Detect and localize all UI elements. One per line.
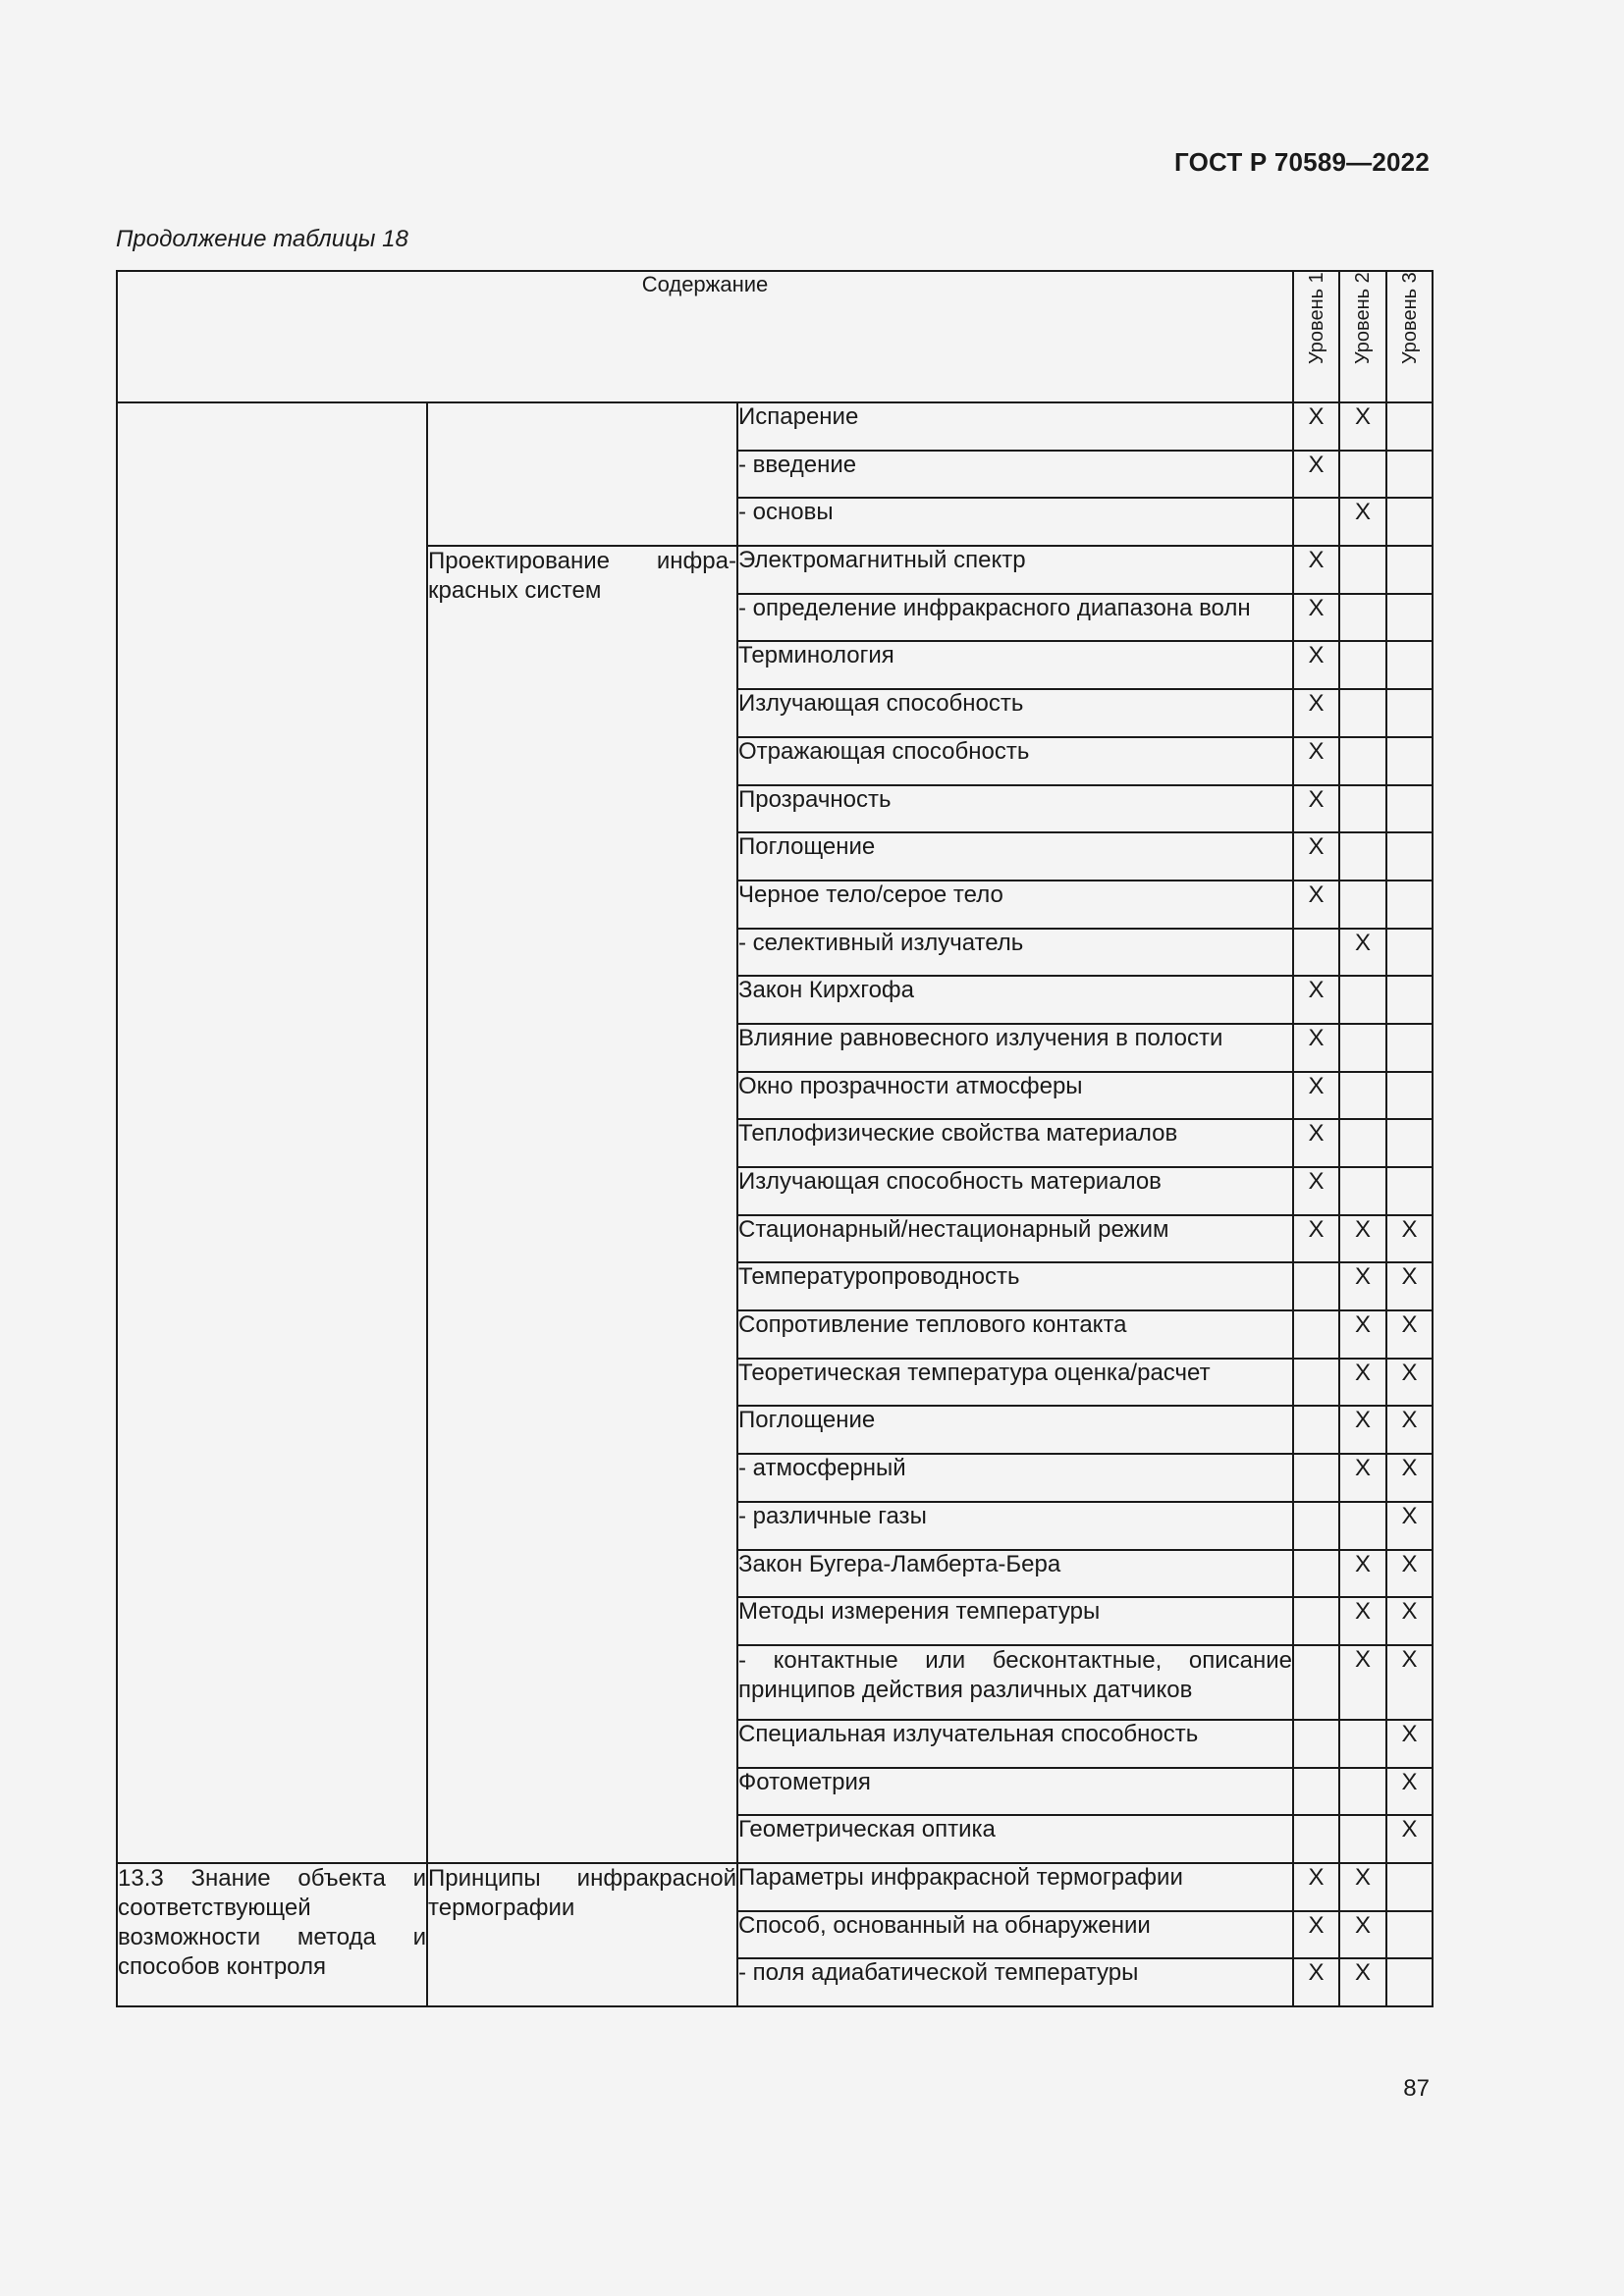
item-text: Прозрачность xyxy=(737,785,1293,833)
level-1-mark: X xyxy=(1293,1119,1339,1167)
level-1-mark: X xyxy=(1293,594,1339,642)
level-2-mark xyxy=(1339,737,1386,785)
level-2-mark: X xyxy=(1339,1215,1386,1263)
item-text: Параметры инфракрасной термографии xyxy=(737,1863,1293,1911)
item-text: - введение xyxy=(737,451,1293,499)
level-1-mark: X xyxy=(1293,785,1339,833)
item-text: Электромагнитный спектр xyxy=(737,546,1293,594)
level-3-mark: X xyxy=(1386,1720,1433,1768)
item-text: - атмосферный xyxy=(737,1454,1293,1502)
level-2-mark xyxy=(1339,785,1386,833)
item-text: Теоретическая температура оценка/расчет xyxy=(737,1359,1293,1407)
level-3-mark xyxy=(1386,1167,1433,1215)
level-1-mark: X xyxy=(1293,881,1339,929)
level-1-mark xyxy=(1293,1768,1339,1816)
section-cell-empty xyxy=(117,402,427,1863)
level-3-mark xyxy=(1386,1072,1433,1120)
level-2-mark xyxy=(1339,546,1386,594)
level-2-mark: X xyxy=(1339,1911,1386,1959)
header-level-3: Уровень 3 xyxy=(1386,271,1433,402)
level-2-mark xyxy=(1339,1768,1386,1816)
item-text: Испарение xyxy=(737,402,1293,451)
level-3-mark xyxy=(1386,737,1433,785)
level-2-mark xyxy=(1339,1167,1386,1215)
level-1-mark xyxy=(1293,929,1339,977)
level-3-mark xyxy=(1386,498,1433,546)
level-1-mark: X xyxy=(1293,689,1339,737)
item-text: Излучающая способность xyxy=(737,689,1293,737)
item-text: Сопротивление теплового контакта xyxy=(737,1310,1293,1359)
level-2-mark xyxy=(1339,641,1386,689)
level-1-mark xyxy=(1293,1310,1339,1359)
level-3-mark: X xyxy=(1386,1310,1433,1359)
level-3-mark: X xyxy=(1386,1550,1433,1598)
item-text: Отражающая способность xyxy=(737,737,1293,785)
level-2-mark xyxy=(1339,1815,1386,1863)
item-text: Поглощение xyxy=(737,832,1293,881)
level-1-mark xyxy=(1293,1720,1339,1768)
item-text: - селективный излучатель xyxy=(737,929,1293,977)
level-2-mark: X xyxy=(1339,929,1386,977)
item-text: Излучающая способность материалов xyxy=(737,1167,1293,1215)
topic-cell-ir-thermography: Принципы инфракрасной термографии xyxy=(427,1863,737,2006)
level-3-mark xyxy=(1386,451,1433,499)
level-1-mark: X xyxy=(1293,1024,1339,1072)
item-text: Терминология xyxy=(737,641,1293,689)
level-1-mark xyxy=(1293,1597,1339,1645)
level-3-mark xyxy=(1386,1863,1433,1911)
item-text: - различные газы xyxy=(737,1502,1293,1550)
level-3-mark xyxy=(1386,1024,1433,1072)
level-1-mark: X xyxy=(1293,737,1339,785)
document-code: ГОСТ Р 70589—2022 xyxy=(1174,147,1430,177)
header-level-2: Уровень 2 xyxy=(1339,271,1386,402)
level-2-mark xyxy=(1339,1024,1386,1072)
level-1-mark: X xyxy=(1293,832,1339,881)
level-1-mark: X xyxy=(1293,1215,1339,1263)
item-text: Геометрическая оптика xyxy=(737,1815,1293,1863)
item-text: Стационарный/нестационарный режим xyxy=(737,1215,1293,1263)
item-text: Закон Кирхгофа xyxy=(737,976,1293,1024)
level-3-mark xyxy=(1386,1119,1433,1167)
item-text: Влияние равновесного излучения в полости xyxy=(737,1024,1293,1072)
table-row xyxy=(117,402,1433,451)
level-2-mark: X xyxy=(1339,1597,1386,1645)
level-3-mark xyxy=(1386,881,1433,929)
level-2-mark: X xyxy=(1339,1958,1386,2006)
level-3-mark xyxy=(1386,785,1433,833)
level-3-mark xyxy=(1386,976,1433,1024)
level-2-mark: X xyxy=(1339,498,1386,546)
level-3-mark xyxy=(1386,641,1433,689)
level-2-mark: X xyxy=(1339,402,1386,451)
level-2-mark: X xyxy=(1339,1863,1386,1911)
level-2-mark: X xyxy=(1339,1262,1386,1310)
level-3-mark xyxy=(1386,402,1433,451)
level-2-mark: X xyxy=(1339,1310,1386,1359)
item-text: Способ, основанный на обнаружении xyxy=(737,1911,1293,1959)
table-row xyxy=(117,1863,1433,1911)
level-3-mark xyxy=(1386,832,1433,881)
header-level-1: Уровень 1 xyxy=(1293,271,1339,402)
item-text: - поля адиабатической температуры xyxy=(737,1958,1293,2006)
level-2-mark xyxy=(1339,1072,1386,1120)
table-header-row xyxy=(117,271,1433,402)
page-number: 87 xyxy=(1403,2075,1430,2102)
item-text: Фотометрия xyxy=(737,1768,1293,1816)
content-table xyxy=(116,270,1434,2007)
level-3-mark: X xyxy=(1386,1597,1433,1645)
level-1-mark xyxy=(1293,498,1339,546)
level-3-mark xyxy=(1386,929,1433,977)
table-body xyxy=(117,402,1433,2006)
item-text: - определение инфракрасного диапазона волн xyxy=(737,594,1293,642)
level-2-mark: X xyxy=(1339,1550,1386,1598)
level-1-mark: X xyxy=(1293,1958,1339,2006)
level-2-mark: X xyxy=(1339,1645,1386,1720)
item-text: - контактные или бесконтактные, описание принципов действия различных датчиков xyxy=(737,1645,1293,1720)
item-text: Поглощение xyxy=(737,1406,1293,1454)
item-text: Методы измерения температуры xyxy=(737,1597,1293,1645)
level-1-mark xyxy=(1293,1645,1339,1720)
level-3-mark: X xyxy=(1386,1815,1433,1863)
level-1-mark xyxy=(1293,1815,1339,1863)
item-text: - основы xyxy=(737,498,1293,546)
item-text: Специальная излучательная способность xyxy=(737,1720,1293,1768)
level-2-mark xyxy=(1339,1720,1386,1768)
level-3-mark: X xyxy=(1386,1359,1433,1407)
level-2-mark xyxy=(1339,689,1386,737)
topic-cell-ir-design: Проектирование инфра-красных систем xyxy=(427,546,737,1863)
level-1-mark xyxy=(1293,1262,1339,1310)
level-3-mark: X xyxy=(1386,1215,1433,1263)
level-1-mark xyxy=(1293,1359,1339,1407)
level-2-mark xyxy=(1339,976,1386,1024)
section-cell-13-3: 13.3 Знание объекта и соответствующей возможности метода и способов контроля xyxy=(117,1863,427,2006)
level-1-mark xyxy=(1293,1502,1339,1550)
level-1-mark: X xyxy=(1293,402,1339,451)
level-3-mark: X xyxy=(1386,1406,1433,1454)
level-3-mark: X xyxy=(1386,1645,1433,1720)
item-text: Закон Бугера-Ламберта-Бера xyxy=(737,1550,1293,1598)
level-1-mark: X xyxy=(1293,1863,1339,1911)
level-3-mark: X xyxy=(1386,1502,1433,1550)
level-3-mark: X xyxy=(1386,1768,1433,1816)
level-2-mark xyxy=(1339,1502,1386,1550)
level-1-mark xyxy=(1293,1406,1339,1454)
level-2-mark xyxy=(1339,451,1386,499)
level-3-mark xyxy=(1386,1911,1433,1959)
table-caption: Продолжение таблицы 18 xyxy=(116,226,408,252)
level-1-mark: X xyxy=(1293,451,1339,499)
level-2-mark xyxy=(1339,594,1386,642)
level-2-mark xyxy=(1339,881,1386,929)
header-content: Содержание xyxy=(117,271,1293,402)
level-1-mark: X xyxy=(1293,1167,1339,1215)
item-text: Окно прозрачности атмосферы xyxy=(737,1072,1293,1120)
level-3-mark xyxy=(1386,1958,1433,2006)
level-3-mark: X xyxy=(1386,1454,1433,1502)
level-1-mark: X xyxy=(1293,641,1339,689)
level-2-mark: X xyxy=(1339,1406,1386,1454)
level-2-mark: X xyxy=(1339,1359,1386,1407)
level-2-mark xyxy=(1339,1119,1386,1167)
level-3-mark xyxy=(1386,546,1433,594)
item-text: Теплофизические свойства материалов xyxy=(737,1119,1293,1167)
item-text: Черное тело/серое тело xyxy=(737,881,1293,929)
level-1-mark xyxy=(1293,1550,1339,1598)
level-3-mark xyxy=(1386,594,1433,642)
level-3-mark: X xyxy=(1386,1262,1433,1310)
item-text: Температуропроводность xyxy=(737,1262,1293,1310)
level-1-mark xyxy=(1293,1454,1339,1502)
level-1-mark: X xyxy=(1293,546,1339,594)
level-3-mark xyxy=(1386,689,1433,737)
level-1-mark: X xyxy=(1293,1072,1339,1120)
level-1-mark: X xyxy=(1293,1911,1339,1959)
level-1-mark: X xyxy=(1293,976,1339,1024)
level-2-mark: X xyxy=(1339,1454,1386,1502)
topic-cell-empty xyxy=(427,402,737,546)
level-2-mark xyxy=(1339,832,1386,881)
